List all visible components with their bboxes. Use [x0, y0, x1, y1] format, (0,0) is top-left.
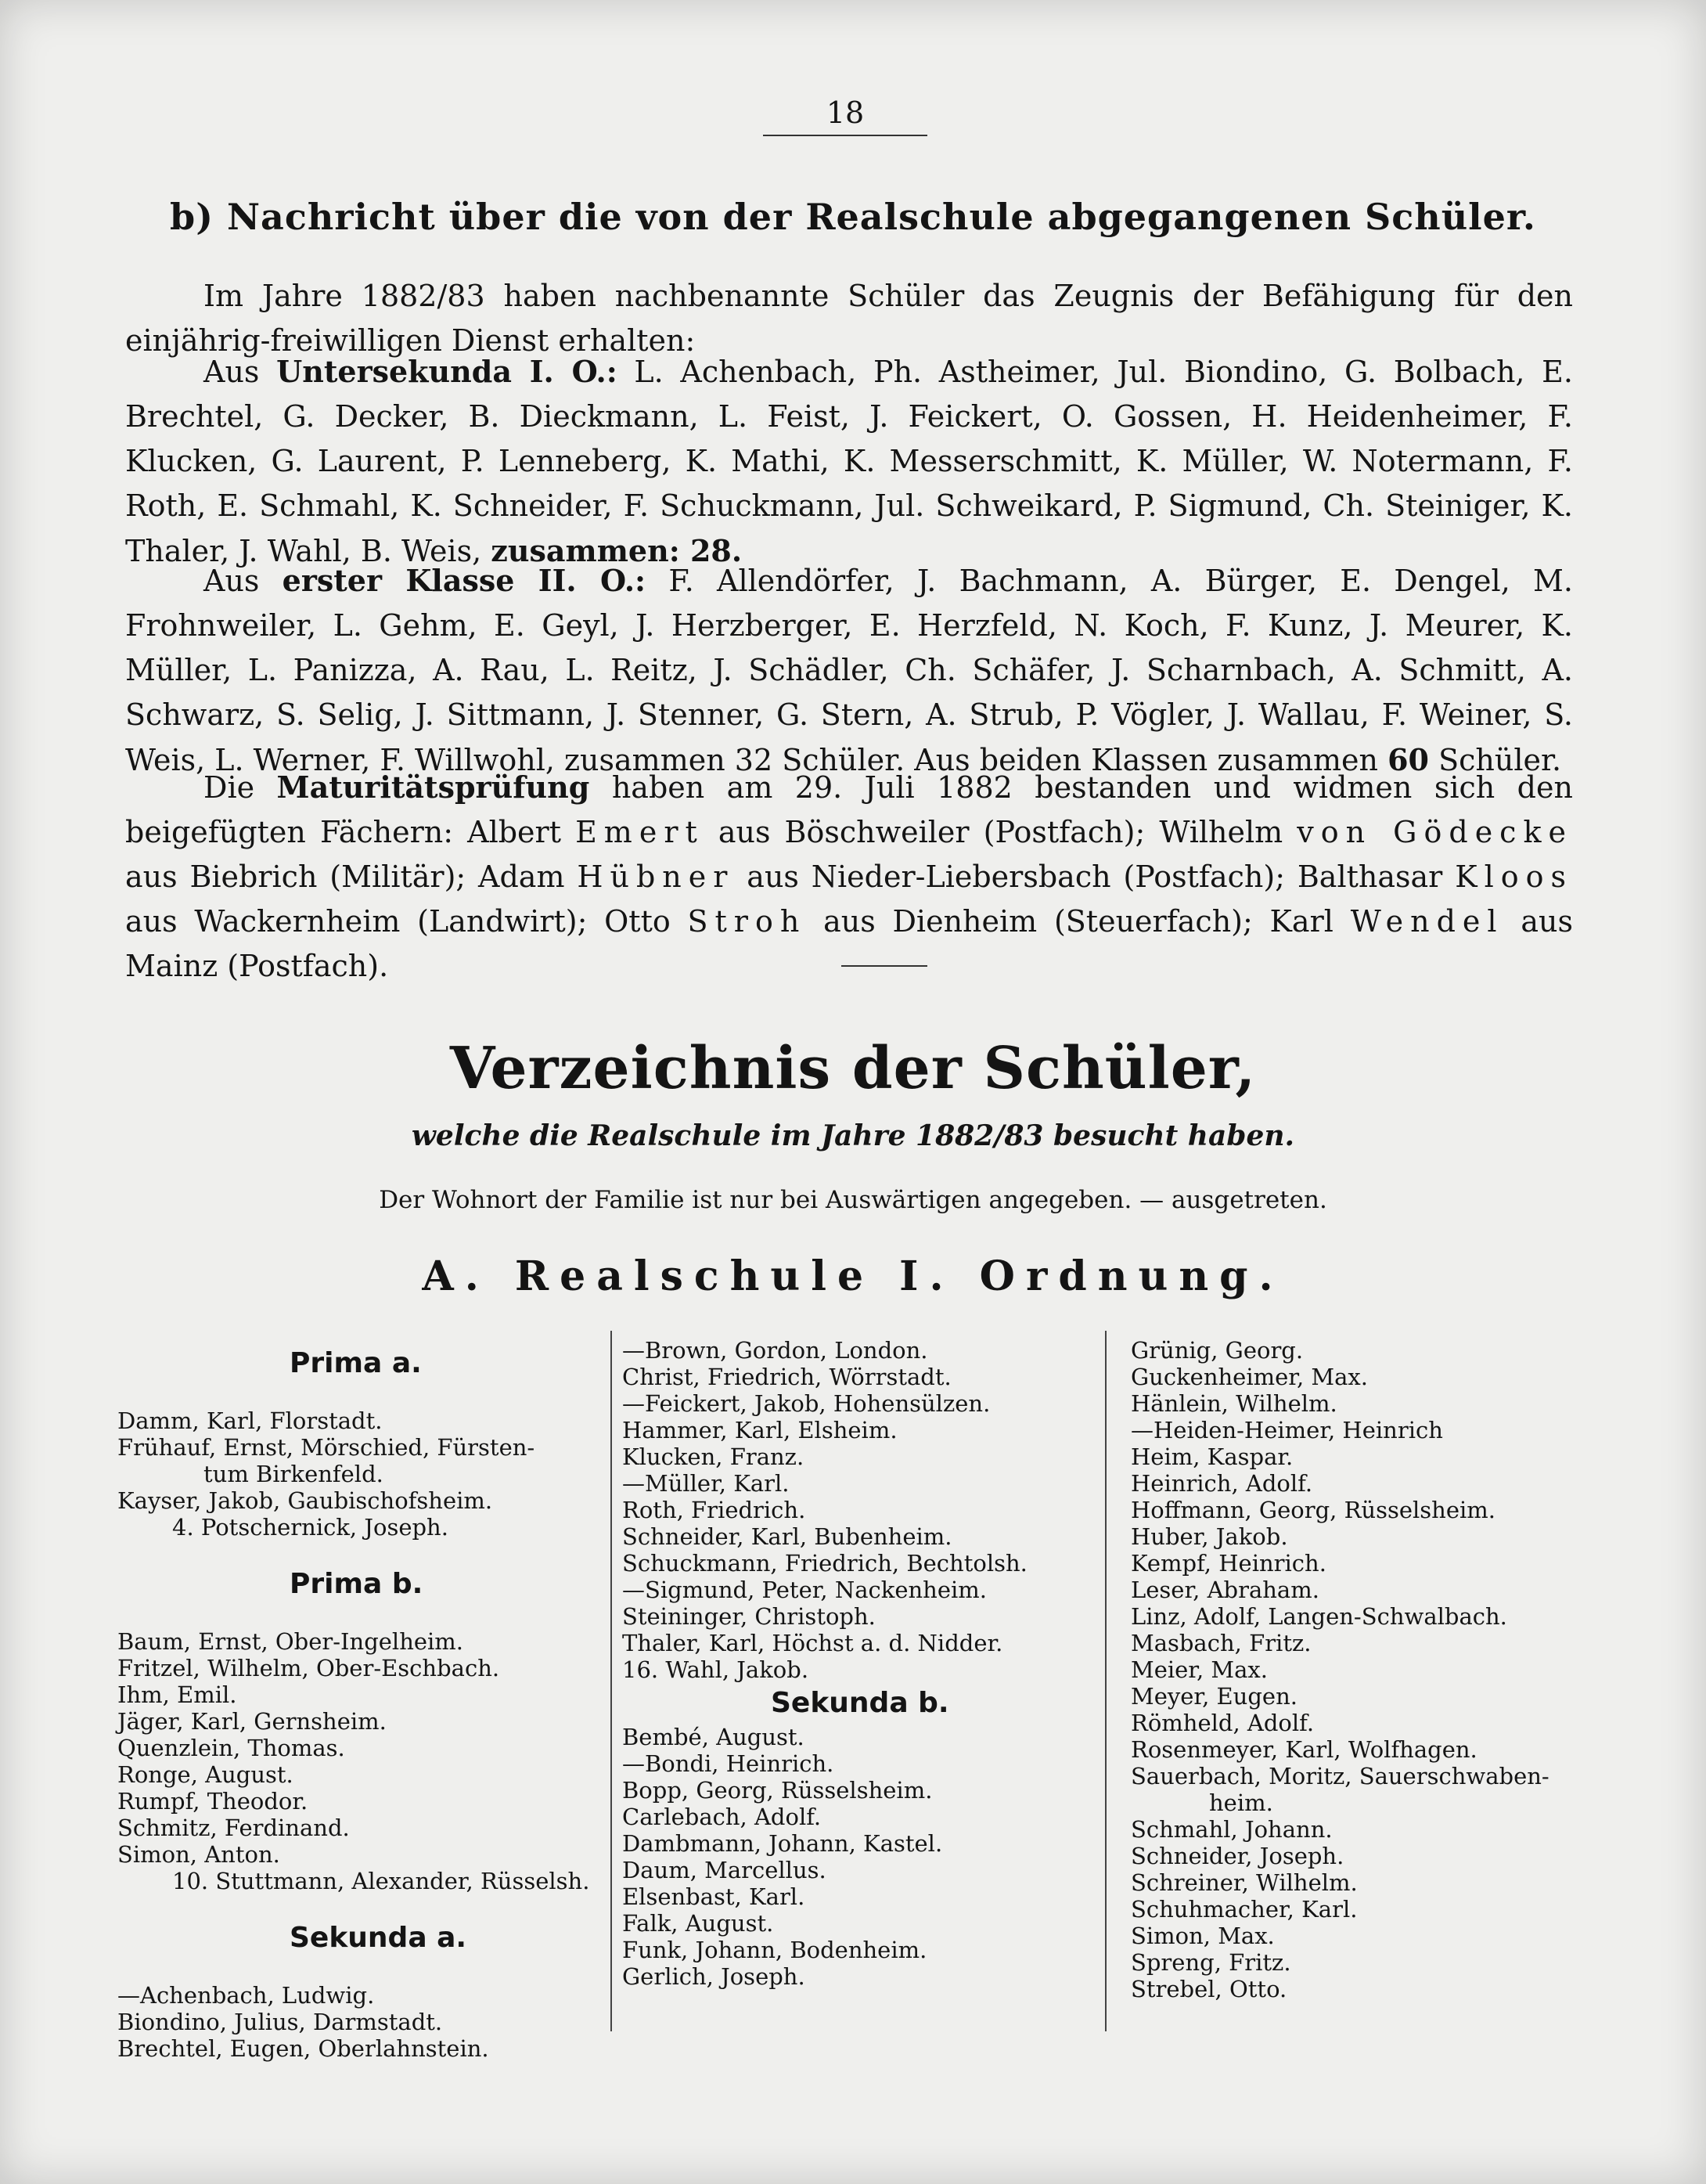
graduate-name: Emert	[575, 815, 704, 849]
student-entry: —Brown, Gordon, London.	[622, 1337, 928, 1364]
student-entry: Heinrich, Adolf.	[1131, 1470, 1313, 1497]
graduate-detail: aus Nieder-Liebersbach (Postfach); Balthasar	[747, 860, 1443, 894]
student-entry: Gerlich, Joseph.	[622, 1963, 805, 1990]
student-column-3	[1131, 1337, 1632, 2002]
student-entry: Frühauf, Ernst, Mörschied, Fürsten-	[117, 1434, 535, 1461]
page-number-rule	[763, 135, 927, 136]
column-divider	[610, 1331, 612, 2031]
erste-klasse-names: F. Allendörfer, J. Bachmann, A. Bürger, E. Dengel, M. Frohnweiler, L. Gehm, E. Geyl, J. Herzberger, E. Herzfeld, N. Koch, F. Kunz, J. Meurer, K. Müller, L. Panizza, A. Rau, L. Reitz, J. Schädler, Ch. Schäfer, J. Scharnbach, A. Schmitt, A. Schwarz, S. Selig, J. Sittmann, J. Stenner, G. Stern, A. Strub, P. Vögler, J. Wallau, F. Weiner, S. Weis, L. Werner, F. Willwohl, zusammen 32 Schüler. Aus beiden Klassen zusammen	[125, 564, 1573, 777]
class-heading-sekunda-b: Sekunda b.	[771, 1687, 949, 1719]
maturitaet-intro: Die	[203, 770, 255, 805]
erste-klasse-paragraph	[125, 558, 1573, 783]
column-divider	[1105, 1331, 1107, 2031]
student-entry: Huber, Jakob.	[1131, 1523, 1288, 1550]
school-heading: A. Realschule I. Ordnung.	[422, 1252, 1284, 1300]
student-entry: Ronge, August.	[117, 1761, 293, 1788]
student-entry: Falk, August.	[622, 1910, 774, 1937]
graduate-name: Hübner	[577, 860, 735, 894]
student-entry: Sauerbach, Moritz, Sauerschwaben-	[1131, 1763, 1549, 1789]
student-entry: Steininger, Christoph.	[622, 1603, 876, 1630]
student-entry: Roth, Friedrich.	[622, 1497, 806, 1523]
student-entry: Damm, Karl, Florstadt.	[117, 1407, 383, 1434]
student-entry: Thaler, Karl, Höchst a. d. Nidder.	[622, 1630, 1003, 1656]
student-entry: Masbach, Fritz.	[1131, 1630, 1312, 1656]
student-entry: Funk, Johann, Bodenheim.	[622, 1937, 927, 1963]
student-entry: Simon, Max.	[1131, 1923, 1275, 1949]
student-entry: Bopp, Georg, Rüsselsheim.	[622, 1777, 933, 1804]
student-entry: 4. Potschernick, Joseph.	[172, 1514, 448, 1541]
total-count: 60	[1387, 742, 1429, 777]
student-entry: Römheld, Adolf.	[1131, 1710, 1315, 1736]
student-entry: Schuhmacher, Karl.	[1131, 1896, 1358, 1923]
student-entry: Rumpf, Theodor.	[117, 1788, 308, 1815]
student-entry: Strebel, Otto.	[1131, 1976, 1287, 2002]
graduate-detail: aus Mainz (Postfach).	[125, 904, 1573, 983]
student-entry: Elsenbast, Karl.	[622, 1883, 805, 1910]
student-entry: —Heiden-Heimer, Heinrich	[1131, 1417, 1443, 1443]
list-note: Der Wohnort der Familie ist nur bei Auswärtigen angegeben. — ausgetreten.	[379, 1186, 1327, 1214]
untersekunda-paragraph	[125, 349, 1573, 574]
student-entry: Dambmann, Johann, Kastel.	[622, 1830, 943, 1857]
student-entry: Schreiner, Wilhelm.	[1131, 1869, 1358, 1896]
student-entry: Rosenmeyer, Karl, Wolfhagen.	[1131, 1736, 1477, 1763]
student-entry: Simon, Anton.	[117, 1841, 280, 1868]
student-entry: Spreng, Fritz.	[1131, 1949, 1291, 1976]
student-entry: Meier, Max.	[1131, 1656, 1268, 1683]
student-entry: Carlebach, Adolf.	[622, 1804, 822, 1830]
untersekunda-label: Untersekunda I. O.:	[276, 354, 617, 389]
student-entry: Christ, Friedrich, Wörrstadt.	[622, 1364, 952, 1390]
student-entry: Quenzlein, Thomas.	[117, 1735, 345, 1761]
graduate-detail: aus Wackernheim (Landwirt); Otto	[125, 904, 671, 939]
graduate-name: Stroh	[687, 904, 807, 939]
student-entry: Jäger, Karl, Gernsheim.	[117, 1708, 387, 1735]
student-entry: Schneider, Karl, Bubenheim.	[622, 1523, 952, 1550]
student-column-2	[622, 1337, 1092, 1990]
student-entry: Meyer, Eugen.	[1131, 1683, 1297, 1710]
class-heading-prima-a: Prima a.	[290, 1347, 422, 1379]
student-entry: Baum, Ernst, Ober-Ingelheim.	[117, 1628, 464, 1655]
class-heading-sekunda-a: Sekunda a.	[290, 1922, 467, 1954]
student-entry: Linz, Adolf, Langen-Schwalbach.	[1131, 1603, 1507, 1630]
graduate-name: von Gödecke	[1297, 815, 1573, 849]
section-divider	[841, 965, 927, 967]
untersekunda-names: L. Achenbach, Ph. Astheimer, Jul. Biondino, G. Bolbach, E. Brechtel, G. Decker, B. Dieckmann, L. Feist, J. Feickert, O. Gossen, H. Heidenheimer, F. Klucken, G. Laurent, P. Lenneberg, K. Mathi, K. Messerschmitt, K. Müller, W. Notermann, F. Roth, E. Schmahl, K. Schneider, F. Schuckmann, Jul. Schweikard, P. Sigmund, Ch. Steiniger, K. Thaler, J. Wahl, B. Weis,	[125, 355, 1573, 568]
student-entry: —Achenbach, Ludwig.	[117, 1982, 375, 2009]
student-column-1	[117, 1343, 603, 2062]
student-entry: Brechtel, Eugen, Oberlahnstein.	[117, 2035, 489, 2062]
untersekunda-summary: zusammen: 28.	[491, 533, 743, 568]
student-entry: Heim, Kaspar.	[1131, 1443, 1294, 1470]
graduate-detail: aus Böschweiler (Postfach); Wilhelm	[718, 815, 1283, 849]
student-entry: Hammer, Karl, Elsheim.	[622, 1417, 898, 1443]
student-entry: —Müller, Karl.	[622, 1470, 790, 1497]
graduate-detail: aus Biebrich (Militär); Adam	[125, 860, 565, 894]
untersekunda-label-prefix: Aus	[203, 355, 260, 389]
maturitaet-text: haben am 29. Juli 1882 bestanden und widmen sich den beigefügten Fächern: Albert	[125, 770, 1573, 849]
section-b-title: b) Nachricht über die von der Realschule abgegangenen Schüler.	[170, 196, 1536, 238]
erste-klasse-label-prefix: Aus	[203, 564, 260, 598]
student-entry: Kayser, Jakob, Gaubischofsheim.	[117, 1487, 493, 1514]
graduate-name: Kloos	[1455, 860, 1573, 894]
student-entry: Hänlein, Wilhelm.	[1131, 1390, 1337, 1417]
student-entry: —Bondi, Heinrich.	[622, 1750, 834, 1777]
maturitaet-label: Maturitätsprüfung	[276, 769, 590, 805]
student-entry: Fritzel, Wilhelm, Ober-Eschbach.	[117, 1655, 500, 1681]
student-entry: 16. Wahl, Jakob.	[622, 1656, 809, 1683]
student-entry: Guckenheimer, Max.	[1131, 1364, 1368, 1390]
student-entry: Daum, Marcellus.	[622, 1857, 826, 1883]
student-entry: Schuckmann, Friedrich, Bechtolsh.	[622, 1550, 1028, 1577]
student-entry: —Sigmund, Peter, Nackenheim.	[622, 1577, 988, 1603]
list-title: Verzeichnis der Schüler,	[449, 1035, 1257, 1102]
student-entry: Biondino, Julius, Darmstadt.	[117, 2009, 443, 2035]
student-entry: Ihm, Emil.	[117, 1681, 237, 1708]
maturitaet-paragraph	[125, 765, 1573, 989]
student-entry: Schmitz, Ferdinand.	[117, 1815, 350, 1841]
student-entry: Kempf, Heinrich.	[1131, 1550, 1326, 1577]
student-entry: 10. Stuttmann, Alexander, Rüsselsh.	[172, 1868, 590, 1894]
graduate-detail: aus Dienheim (Steuerfach); Karl	[823, 904, 1333, 939]
student-entry: Schneider, Joseph.	[1131, 1843, 1344, 1869]
student-entry: Schmahl, Johann.	[1131, 1816, 1333, 1843]
student-entry: heim.	[1209, 1789, 1273, 1816]
student-entry: Grünig, Georg.	[1131, 1337, 1304, 1364]
class-heading-prima-b: Prima b.	[290, 1568, 423, 1600]
einjaehrig-paragraph: Im Jahre 1882/83 haben nachbenannte Schüler das Zeugnis der Befähigung für den einjährig-freiwilligen Dienst erhalten:	[125, 279, 1573, 358]
student-entry: —Feickert, Jakob, Hohensülzen.	[622, 1390, 991, 1417]
total-suffix: Schüler.	[1438, 743, 1562, 777]
student-entry: Hoffmann, Georg, Rüsselsheim.	[1131, 1497, 1496, 1523]
page-number: 18	[826, 96, 865, 130]
student-entry: Klucken, Franz.	[622, 1443, 804, 1470]
erste-klasse-label: erster Klasse II. O.:	[282, 563, 646, 598]
student-entry: Bembé, August.	[622, 1724, 804, 1750]
graduate-name: Wendel	[1350, 904, 1504, 939]
student-entry: Leser, Abraham.	[1131, 1577, 1319, 1603]
list-subtitle: welche die Realschule im Jahre 1882/83 besucht haben.	[411, 1119, 1295, 1152]
student-entry: tum Birkenfeld.	[203, 1461, 383, 1487]
